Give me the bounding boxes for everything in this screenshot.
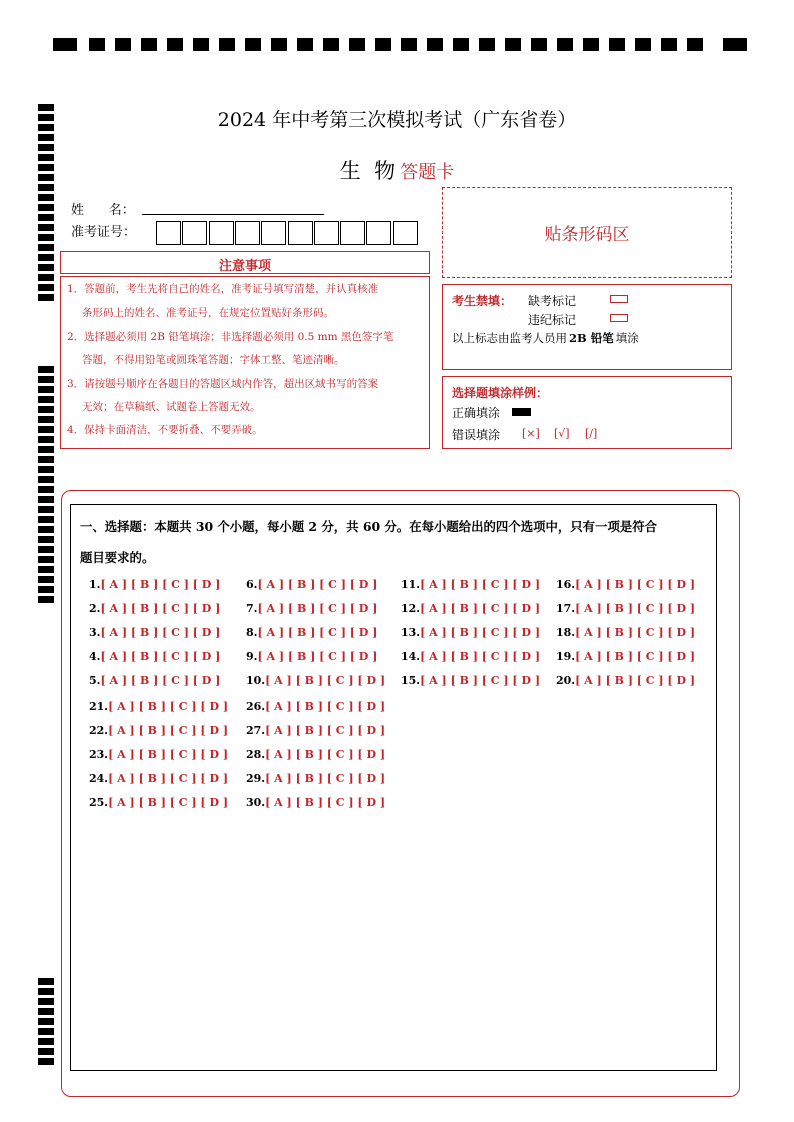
left-timing-mark	[38, 184, 54, 191]
left-timing-mark	[38, 254, 54, 261]
notice-line-3: 2．选择题必须用 2B 铅笔填涂；非选择题必须用 0.5 mm 黑色签字笔	[67, 331, 394, 343]
answer-options[interactable]: [ A ] [ B ] [ C ] [ D ]	[265, 796, 386, 809]
left-timing-mark	[38, 546, 54, 553]
left-timing-mark	[38, 576, 54, 583]
barcode-label: 贴条形码区	[544, 225, 630, 245]
answer-options[interactable]: [ A ] [ B ] [ C ] [ D ]	[575, 578, 696, 591]
question-item	[246, 772, 385, 785]
left-timing-mark	[38, 406, 54, 413]
question-number: 3.	[89, 626, 101, 639]
answer-options[interactable]: [ A ] [ B ] [ C ] [ D ]	[420, 578, 541, 591]
violation-mark-box[interactable]	[610, 314, 628, 322]
left-timing-mark	[38, 294, 54, 301]
answer-options[interactable]: [ A ] [ B ] [ C ] [ D ]	[420, 674, 541, 687]
top-timing-mark	[349, 38, 365, 51]
top-timing-mark	[505, 38, 521, 51]
question-number: 16.	[556, 578, 576, 591]
top-timing-mark	[635, 38, 651, 51]
answer-options[interactable]: [ A ] [ B ] [ C ] [ D ]	[265, 724, 386, 737]
wrong-mark-slash: [/]	[585, 427, 598, 440]
left-timing-mark	[38, 556, 54, 563]
wrong-mark-check: [√]	[554, 427, 570, 440]
left-timing-mark	[38, 204, 54, 211]
exam-title: 2024 年中考第三次模拟考试（广东省卷）	[217, 109, 577, 131]
question-item	[89, 724, 228, 737]
top-timing-mark	[557, 38, 573, 51]
top-timing-mark	[427, 38, 443, 51]
question-item	[246, 724, 385, 737]
top-timing-mark	[323, 38, 339, 51]
id-digit-box[interactable]	[261, 221, 286, 245]
answer-options[interactable]: [ A ] [ B ] [ C ] [ D ]	[100, 626, 221, 639]
top-timing-mark	[583, 38, 599, 51]
answer-options[interactable]: [ A ] [ B ] [ C ] [ D ]	[100, 650, 221, 663]
top-timing-mark	[193, 38, 209, 51]
name-label: 姓 名：	[71, 203, 135, 218]
left-timing-mark	[38, 566, 54, 573]
id-digit-box[interactable]	[209, 221, 234, 245]
left-timing-mark	[38, 536, 54, 543]
question-number: 1.	[89, 578, 101, 591]
question-item	[556, 602, 695, 615]
forbidden-note-suffix: 填涂	[615, 331, 639, 345]
answer-options[interactable]: [ A ] [ B ] [ C ] [ D ]	[575, 626, 696, 639]
left-timing-mark	[38, 1018, 54, 1025]
question-number: 13.	[401, 626, 421, 639]
left-timing-mark	[38, 506, 54, 513]
left-timing-mark	[38, 244, 54, 251]
question-number: 6.	[246, 578, 258, 591]
question-number: 8.	[246, 626, 258, 639]
question-item	[89, 700, 228, 713]
question-item	[556, 650, 695, 663]
section1-heading-line1: 一、选择题：本题共 30 个小题，每小题 2 分，共 60 分。在每小题给出的四个选项中，只有一项是符合	[80, 519, 658, 534]
question-number: 26.	[246, 700, 266, 713]
card-label: 答题卡	[400, 162, 455, 183]
question-number: 30.	[246, 796, 266, 809]
question-number: 20.	[556, 674, 576, 687]
left-timing-mark	[38, 376, 54, 383]
question-item	[401, 602, 540, 615]
answer-options[interactable]: [ A ] [ B ] [ C ] [ D ]	[265, 674, 386, 687]
question-number: 10.	[246, 674, 266, 687]
question-item	[89, 772, 228, 785]
left-timing-mark	[38, 486, 54, 493]
forbidden-title: 考生禁填：	[452, 294, 513, 308]
question-number: 17.	[556, 602, 576, 615]
question-item	[401, 650, 540, 663]
left-timing-mark	[38, 1058, 54, 1065]
left-timing-mark	[38, 1038, 54, 1045]
question-number: 14.	[401, 650, 421, 663]
question-number: 19.	[556, 650, 576, 663]
question-item	[246, 796, 385, 809]
left-timing-mark	[38, 144, 54, 151]
notice-line-4: 答题，不得用铅笔或圆珠笔答题；字体工整、笔迹清晰。	[82, 354, 345, 366]
absent-label: 缺考标记	[528, 294, 577, 308]
answer-options[interactable]: [ A ] [ B ] [ C ] [ D ]	[100, 674, 221, 687]
left-timing-mark	[38, 234, 54, 241]
left-timing-mark	[38, 978, 54, 985]
left-timing-mark	[38, 596, 54, 603]
question-number: 9.	[246, 650, 258, 663]
question-number: 24.	[89, 772, 109, 785]
left-timing-mark	[38, 194, 54, 201]
question-item	[556, 578, 695, 591]
absent-mark-box[interactable]	[610, 295, 628, 303]
answer-options[interactable]: [ A ] [ B ] [ C ] [ D ]	[257, 626, 378, 639]
answer-options[interactable]: [ A ] [ B ] [ C ] [ D ]	[257, 650, 378, 663]
question-number: 27.	[246, 724, 266, 737]
question-item	[401, 626, 540, 639]
left-timing-mark	[38, 436, 54, 443]
forbidden-note-prefix: 以上标志由监考人员用	[452, 331, 567, 345]
top-timing-mark	[141, 38, 157, 51]
correct-fill-label: 正确填涂	[452, 406, 501, 420]
name-field[interactable]	[142, 214, 324, 215]
answer-options[interactable]: [ A ] [ B ] [ C ] [ D ]	[575, 650, 696, 663]
id-digit-box[interactable]	[393, 221, 418, 245]
left-timing-mark	[38, 396, 54, 403]
question-number: 22.	[89, 724, 109, 737]
top-timing-mark	[609, 38, 625, 51]
left-timing-mark	[38, 416, 54, 423]
answer-options[interactable]: [ A ] [ B ] [ C ] [ D ]	[108, 796, 229, 809]
question-item	[246, 674, 385, 687]
id-digit-box[interactable]	[314, 221, 339, 245]
left-timing-mark	[38, 456, 54, 463]
left-timing-mark	[38, 998, 54, 1005]
question-number: 15.	[401, 674, 421, 687]
question-item	[401, 674, 540, 687]
question-item	[89, 674, 220, 687]
answer-options[interactable]: [ A ] [ B ] [ C ] [ D ]	[257, 602, 378, 615]
answer-options[interactable]: [ A ] [ B ] [ C ] [ D ]	[420, 626, 541, 639]
left-timing-mark	[38, 386, 54, 393]
question-number: 11.	[401, 578, 421, 591]
question-item	[246, 626, 377, 639]
left-timing-mark	[38, 214, 54, 221]
left-timing-mark	[38, 466, 54, 473]
answer-options[interactable]: [ A ] [ B ] [ C ] [ D ]	[575, 602, 696, 615]
top-timing-mark	[453, 38, 469, 51]
question-item	[246, 650, 377, 663]
answer-options[interactable]: [ A ] [ B ] [ C ] [ D ]	[265, 700, 386, 713]
left-timing-mark	[38, 586, 54, 593]
left-timing-mark	[38, 526, 54, 533]
top-timing-marks	[53, 38, 749, 51]
left-timing-mark	[38, 426, 54, 433]
left-timing-mark	[38, 134, 54, 141]
left-timing-mark	[38, 274, 54, 281]
notice-title: 注意事项	[218, 259, 271, 274]
left-timing-mark	[38, 1008, 54, 1015]
question-item	[89, 578, 220, 591]
violation-label: 违纪标记	[528, 313, 577, 327]
top-timing-mark	[297, 38, 313, 51]
left-timing-mark	[38, 264, 54, 271]
question-number: 25.	[89, 796, 109, 809]
question-item	[246, 602, 377, 615]
answer-options[interactable]: [ A ] [ B ] [ C ] [ D ]	[108, 748, 229, 761]
answer-options[interactable]: [ A ] [ B ] [ C ] [ D ]	[100, 602, 221, 615]
top-timing-mark	[401, 38, 417, 51]
left-timing-mark	[38, 516, 54, 523]
forbidden-note-bold: 2B 铅笔	[569, 331, 614, 345]
left-timing-mark	[38, 1048, 54, 1055]
notice-line-5: 3．请按题号顺序在各题目的答题区域内作答，超出区域书写的答案	[67, 378, 379, 390]
question-number: 28.	[246, 748, 266, 761]
left-timing-mark	[38, 476, 54, 483]
correct-fill-mark	[512, 408, 531, 416]
question-number: 21.	[89, 700, 109, 713]
answer-options[interactable]: [ A ] [ B ] [ C ] [ D ]	[575, 674, 696, 687]
subject-name: 生 物	[339, 159, 396, 183]
left-timing-mark	[38, 496, 54, 503]
top-timing-mark	[167, 38, 183, 51]
answer-options[interactable]: [ A ] [ B ] [ C ] [ D ]	[108, 772, 229, 785]
top-timing-mark	[723, 38, 747, 51]
question-number: 4.	[89, 650, 101, 663]
notice-line-6: 无效；在草稿纸、试题卷上答题无效。	[82, 401, 261, 413]
question-number: 5.	[89, 674, 101, 687]
left-timing-mark	[38, 224, 54, 231]
question-number: 12.	[401, 602, 421, 615]
answer-options[interactable]: [ A ] [ B ] [ C ] [ D ]	[100, 578, 221, 591]
top-timing-mark	[219, 38, 235, 51]
question-number: 18.	[556, 626, 576, 639]
question-item	[556, 626, 695, 639]
top-timing-mark	[89, 38, 105, 51]
notice-line-2: 条形码上的姓名、准考证号，在规定位置贴好条形码。	[82, 307, 334, 319]
answer-options[interactable]: [ A ] [ B ] [ C ] [ D ]	[108, 724, 229, 737]
left-timing-mark	[38, 366, 54, 373]
question-item	[89, 748, 228, 761]
id-digit-box[interactable]	[366, 221, 391, 245]
notice-line-1: 1．答题前，考生先将自己的姓名，准考证号填写清楚，并认真核准	[67, 283, 379, 295]
top-timing-mark	[661, 38, 677, 51]
question-item	[401, 578, 540, 591]
question-item	[246, 700, 385, 713]
top-timing-mark	[687, 38, 703, 51]
question-item	[89, 626, 220, 639]
left-timing-mark	[38, 1028, 54, 1035]
question-number: 2.	[89, 602, 101, 615]
id-digit-box[interactable]	[235, 221, 260, 245]
question-item	[89, 650, 220, 663]
fill-sample-title: 选择题填涂样例：	[452, 386, 549, 400]
question-item	[246, 748, 385, 761]
answer-options[interactable]: [ A ] [ B ] [ C ] [ D ]	[265, 748, 386, 761]
id-digit-box[interactable]	[156, 221, 181, 245]
top-timing-mark	[245, 38, 261, 51]
subject-title	[0, 155, 794, 185]
top-timing-mark	[531, 38, 547, 51]
question-number: 23.	[89, 748, 109, 761]
top-timing-mark	[271, 38, 287, 51]
answer-options[interactable]: [ A ] [ B ] [ C ] [ D ]	[108, 700, 229, 713]
left-timing-mark	[38, 446, 54, 453]
top-timing-mark	[375, 38, 391, 51]
id-digit-box[interactable]	[182, 221, 207, 245]
question-number: 29.	[246, 772, 266, 785]
top-timing-mark	[479, 38, 495, 51]
wrong-mark-cross: [×]	[522, 427, 540, 440]
answer-options[interactable]: [ A ] [ B ] [ C ] [ D ]	[265, 772, 386, 785]
section1-heading-line2: 题目要求的。	[80, 550, 155, 565]
question-item	[246, 578, 377, 591]
left-timing-mark	[38, 988, 54, 995]
top-timing-mark	[115, 38, 131, 51]
question-item	[89, 602, 220, 615]
question-item	[89, 796, 228, 809]
id-digit-box[interactable]	[288, 221, 313, 245]
question-item	[556, 674, 695, 687]
id-label: 准考证号：	[71, 225, 137, 240]
answer-options[interactable]: [ A ] [ B ] [ C ] [ D ]	[257, 578, 378, 591]
forbidden-note	[452, 330, 639, 346]
top-timing-mark	[53, 38, 77, 51]
answer-options[interactable]: [ A ] [ B ] [ C ] [ D ]	[420, 602, 541, 615]
left-timing-mark	[38, 284, 54, 291]
id-digit-box[interactable]	[340, 221, 365, 245]
question-number: 7.	[246, 602, 258, 615]
answer-options[interactable]: [ A ] [ B ] [ C ] [ D ]	[420, 650, 541, 663]
notice-line-7: 4．保持卡面清洁，不要折叠、不要弄破。	[67, 424, 263, 436]
wrong-fill-label: 错误填涂	[452, 428, 501, 442]
